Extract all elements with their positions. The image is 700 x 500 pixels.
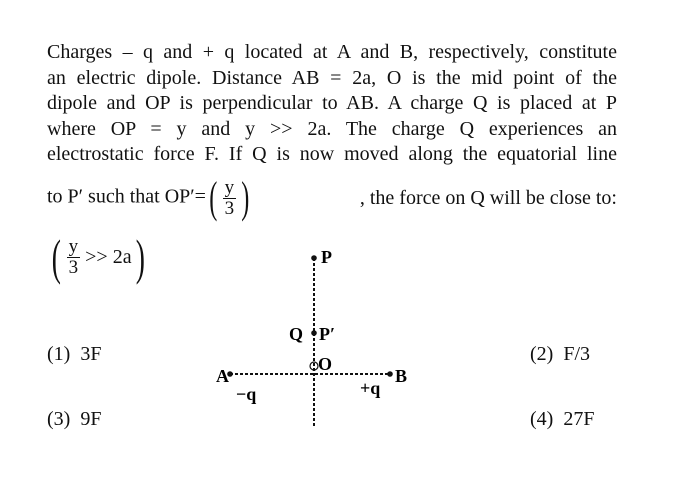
condition-fraction (67, 237, 81, 278)
condition-numerator: y (68, 235, 79, 257)
label-Q: Q (289, 324, 304, 344)
point-Pprime (311, 330, 317, 336)
question-equation-line (47, 172, 617, 224)
equation-prefix: to P′ such that OP′= (47, 185, 206, 208)
label-Pprime: P′ (319, 324, 336, 344)
label-pos-charge: +q (360, 378, 381, 398)
option-3-number: (3) (47, 408, 71, 430)
option-1-number: (1) (47, 343, 71, 365)
equation-expression (47, 173, 253, 222)
question-line-1: Charges – q and + q located at A and B, respectively, constitute (47, 41, 617, 63)
equation-fraction (223, 178, 237, 219)
left-paren: ( (209, 173, 218, 222)
option-2[interactable] (530, 343, 590, 366)
label-A: A (216, 366, 229, 386)
label-O: O (318, 354, 333, 374)
equation-suffix: , the force on Q will be close to: (359, 186, 617, 209)
condition-right-paren: ) (135, 229, 145, 285)
condition-text: >> 2a (85, 245, 132, 268)
question-line-4: where OP = y and y >> 2a. The charge Q experiences an (47, 117, 617, 140)
question-line-5: electrostatic force F. If Q is now moved along the equatorial line (47, 143, 617, 165)
fraction-denominator: 3 (224, 197, 235, 219)
option-4[interactable] (530, 408, 594, 431)
dipole-diagram (200, 238, 430, 438)
option-4-number: (4) (530, 408, 554, 430)
point-P (311, 255, 317, 261)
option-1[interactable] (47, 343, 101, 366)
right-paren: ) (241, 173, 250, 222)
condition-expression (48, 229, 148, 285)
label-B: B (395, 366, 408, 386)
point-B (387, 371, 393, 377)
option-3[interactable] (47, 408, 101, 431)
option-1-value: 3F (80, 343, 102, 365)
label-P: P (321, 247, 332, 267)
option-4-value: 27F (563, 408, 595, 430)
question-line-2: an electric dipole. Distance AB = 2a, O is the mid point of the (47, 66, 617, 89)
label-neg-charge: −q (236, 384, 257, 404)
condition-left-paren: ( (51, 229, 61, 285)
fraction-numerator: y (224, 176, 235, 198)
option-3-value: 9F (80, 408, 102, 430)
question-line-3: dipole and OP is perpendicular to AB. A charge Q is placed at P (47, 92, 617, 114)
option-2-number: (2) (530, 343, 554, 365)
condition-denominator: 3 (68, 256, 79, 278)
option-2-value: F/3 (563, 343, 591, 365)
question-text (47, 40, 617, 168)
